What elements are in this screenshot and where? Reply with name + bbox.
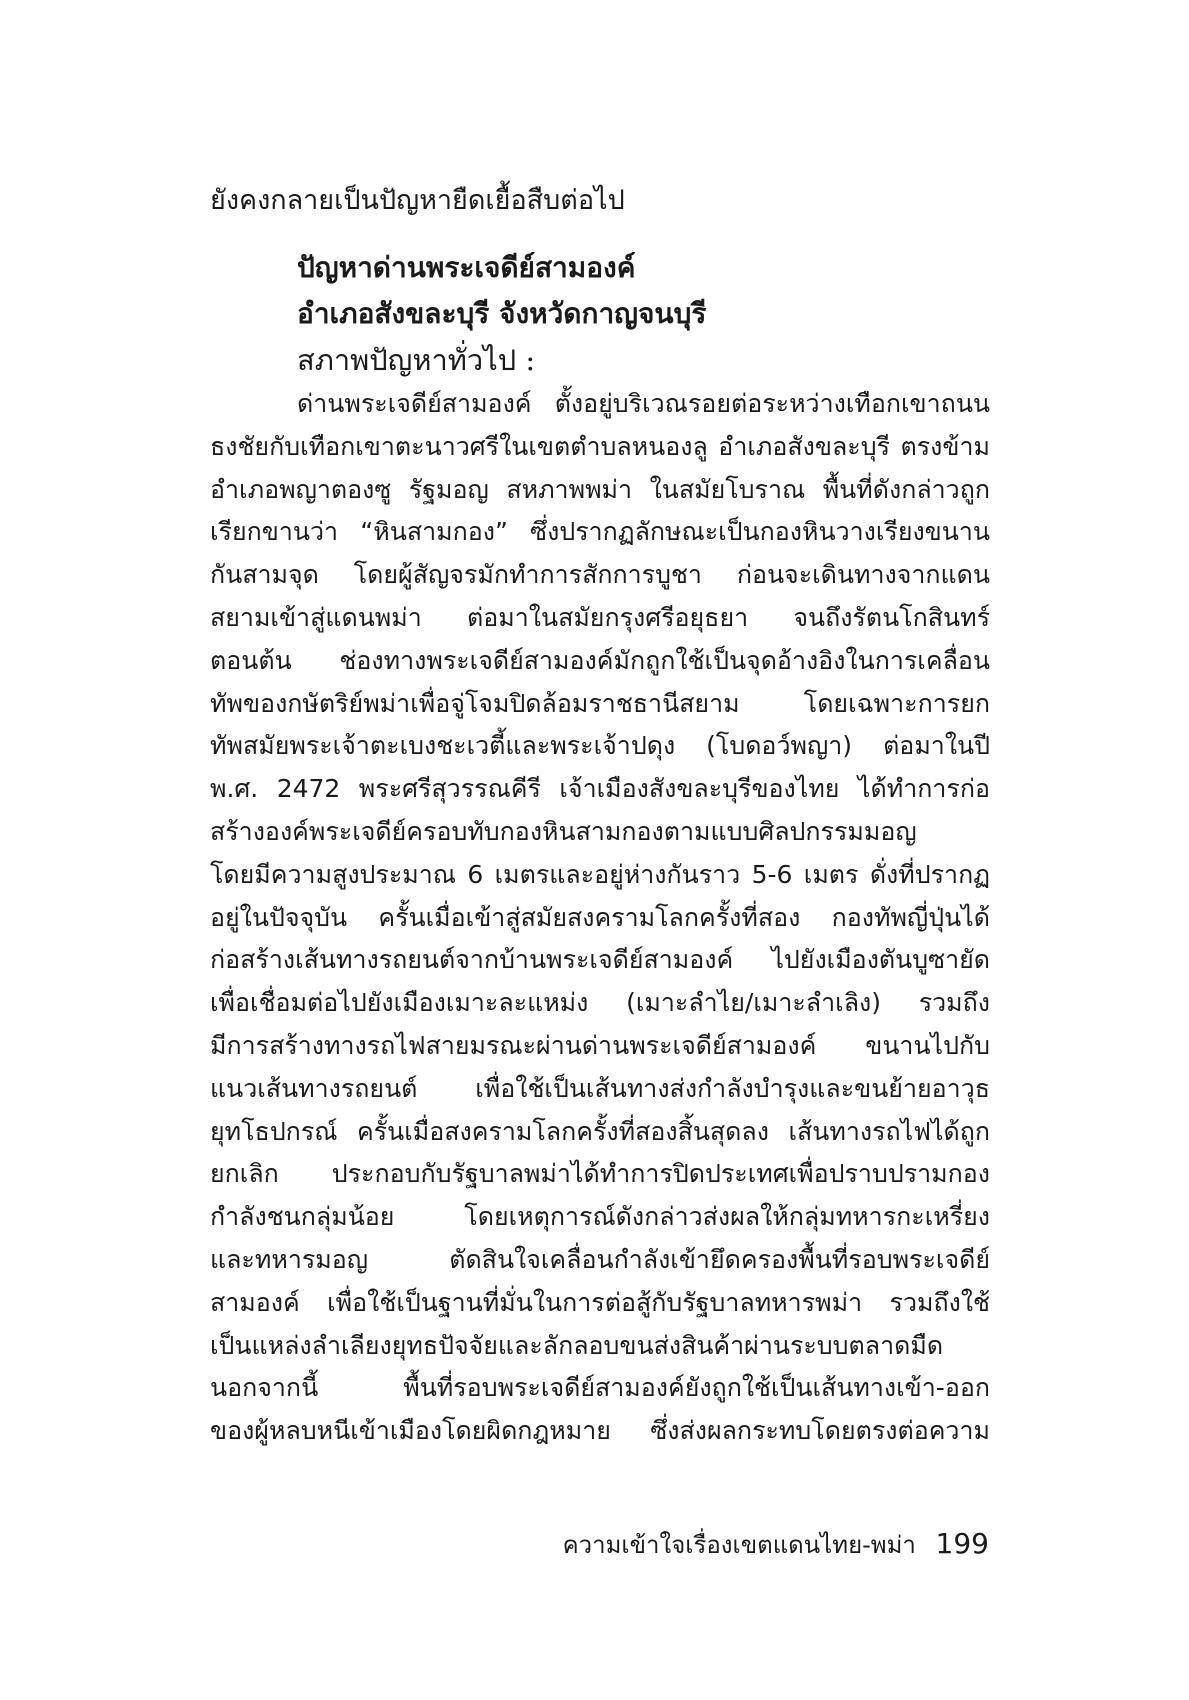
body-line: อำเภอพญาตองซู รัฐมอญ สหภาพพม่า ในสมัยโบราณ พื้นที่ดังกล่าวถูก xyxy=(210,474,990,504)
body-line: เพื่อเชื่อมต่อไปยังเมืองเมาะละแหม่ง (เมาะลำไย/เมาะลำเลิง) รวมถึง xyxy=(210,988,990,1018)
section-heading-line-1: ปัญหาด่านพระเจดีย์สามองค์ xyxy=(297,251,636,284)
body-line: สามองค์ เพื่อใช้เป็นฐานที่มั่นในการต่อสู้กับรัฐบาลทหารพม่า รวมถึงใช้ xyxy=(210,1287,990,1317)
body-line: ทัพของกษัตริย์พม่าเพื่อจู่โจมปิดล้อมราชธานีสยาม โดยเฉพาะการยก xyxy=(210,688,990,718)
body-line: กำลังชนกลุ่มน้อย โดยเหตุการณ์ดังกล่าวส่งผลให้กลุ่มทหารกะเหรี่ยง xyxy=(210,1202,990,1232)
body-line: อยู่ในปัจจุบัน ครั้นเมื่อเข้าสู่สมัยสงครามโลกครั้งที่สอง กองทัพญี่ปุ่นได้ xyxy=(210,902,990,932)
body-line: ทัพสมัยพระเจ้าตะเบงชะเวตี้และพระเจ้าปดุง (โบดอว์พญา) ต่อมาในปี xyxy=(210,731,990,761)
body-line: ตอนต้น ช่องทางพระเจดีย์สามองค์มักถูกใช้เป็นจุดอ้างอิงในการเคลื่อน xyxy=(210,645,990,675)
body-line: นอกจากนี้ พื้นที่รอบพระเจดีย์สามองค์ยังถูกใช้เป็นเส้นทางเข้า-ออก xyxy=(210,1373,990,1403)
body-line: โดยมีความสูงประมาณ 6 เมตรและอยู่ห่างกันราว 5-6 เมตร ดั่งที่ปรากฏ xyxy=(210,859,990,889)
body-line: ก่อสร้างเส้นทางรถยนต์จากบ้านพระเจดีย์สามองค์ ไปยังเมืองตันบูซายัด xyxy=(210,945,990,975)
body-line: ยกเลิก ประกอบกับรัฐบาลพม่าได้ทำการปิดประเทศเพื่อปราบปรามกอง xyxy=(210,1159,990,1189)
running-title: ความเข้าใจเรื่องเขตแดนไทย-พม่า xyxy=(562,1531,916,1559)
body-paragraph xyxy=(210,383,990,1453)
body-line: ของผู้หลบหนีเข้าเมืองโดยผิดกฎหมาย ซึ่งส่งผลกระทบโดยตรงต่อความ xyxy=(210,1416,990,1446)
body-line: และทหารมอญ ตัดสินใจเคลื่อนกำลังเข้ายึดครองพื้นที่รอบพระเจดีย์ xyxy=(210,1244,990,1274)
body-line: ธงชัยกับเทือกเขาตะนาวศรีในเขตตำบลหนองลู อำเภอสังขละบุรี ตรงข้าม xyxy=(210,431,990,461)
body-line: สร้างองค์พระเจดีย์ครอบทับกองหินสามกองตามแบบศิลปกรรมมอญ xyxy=(210,816,917,846)
body-line: เรียกขานว่า “หินสามกอง” ซึ่งปรากฏลักษณะเป็นกองหินวางเรียงขนาน xyxy=(210,517,990,547)
section-three-pagodas xyxy=(210,245,990,1453)
body-line: ยุทโธปกรณ์ ครั้นเมื่อสงครามโลกครั้งที่สองสิ้นสุดลง เส้นทางรถไฟได้ถูก xyxy=(210,1116,990,1146)
page-number: 199 xyxy=(935,1527,989,1560)
body-line: แนวเส้นทางรถยนต์ เพื่อใช้เป็นเส้นทางส่งกำลังบำรุงและขนย้ายอาวุธ xyxy=(210,1073,990,1103)
page-footer xyxy=(563,1527,989,1562)
body-line: เป็นแหล่งลำเลียงยุทธปัจจัยและลักลอบขนส่งสินค้าผ่านระบบตลาดมืด xyxy=(210,1330,944,1360)
body-line: ด่านพระเจดีย์สามองค์ ตั้งอยู่บริเวณรอยต่อระหว่างเทือกเขาถนน xyxy=(297,389,990,418)
body-line: กันสามจุด โดยผู้สัญจรมักทำการสักการบูชา ก่อนจะเดินทางจากแดน xyxy=(210,560,990,590)
subheading-general-condition: สภาพปัญหาทั่วไป : xyxy=(297,343,536,377)
body-line: พ.ศ. 2472 พระศรีสุวรรณคีรี เจ้าเมืองสังขละบุรีของไทย ได้ทำการก่อ xyxy=(210,774,990,804)
body-line: มีการสร้างทางรถไฟสายมรณะผ่านด่านพระเจดีย์สามองค์ ขนานไปกับ xyxy=(210,1030,990,1060)
carry-over-line: ยังคงกลายเป็นปัญหายืดเยื้อสืบต่อไป xyxy=(210,185,625,216)
body-line: สยามเข้าสู่แดนพม่า ต่อมาในสมัยกรุงศรีอยุธยา จนถึงรัตนโกสินทร์ xyxy=(210,602,990,632)
section-heading-line-2: อำเภอสังขละบุรี จังหวัดกาญจนบุรี xyxy=(297,297,707,330)
